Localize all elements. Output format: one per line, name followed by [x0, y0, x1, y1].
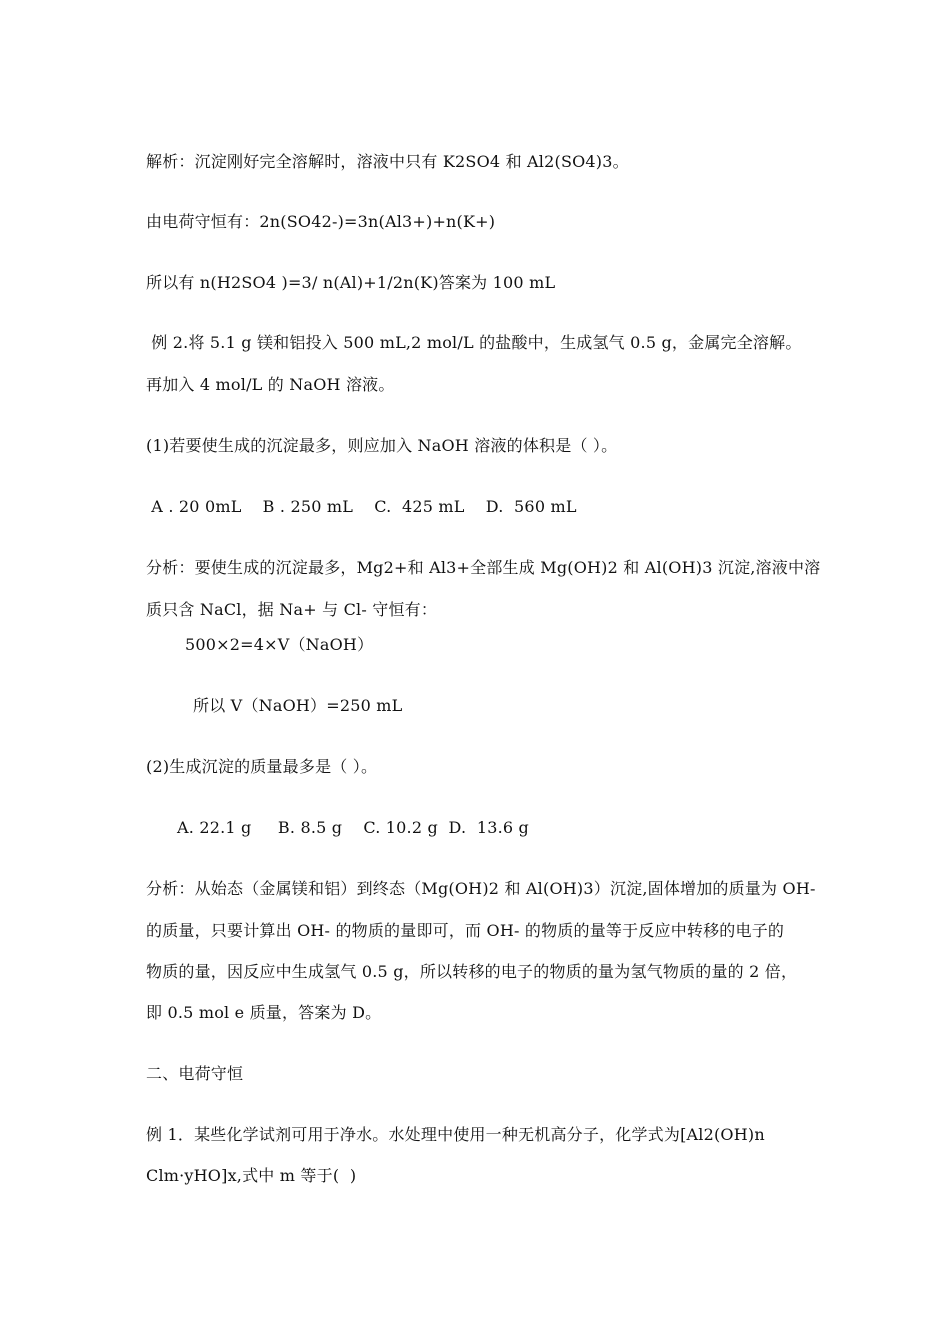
example-1-line-2: Clm·yHO]x,式中 m 等于( ) — [146, 1166, 357, 1185]
question-2-options: A. 22.1 g B. 8.5 g C. 10.2 g D. 13.6 g — [177, 818, 529, 837]
answer-line-1: 所以有 n(H2SO4 )=3/ n(Al)+1/2n(K)答案为 100 mL — [146, 273, 556, 292]
analysis-line-1: 解析：沉淀刚好完全溶解时，溶液中只有 K2SO4 和 Al2(SO4)3。 — [146, 152, 629, 171]
equation-line: 500×2=4×V（NaOH） — [185, 635, 374, 654]
question-1-options: A . 20 0mL B . 250 mL C. 425 mL D. 560 mL — [146, 497, 577, 516]
section-heading: 二、电荷守恒 — [146, 1064, 244, 1083]
question-1: (1)若要使生成的沉淀最多，则应加入 NaOH 溶液的体积是（ ）。 — [146, 436, 618, 455]
example-1-line-1: 例 1．某些化学试剂可用于净水。水处理中使用一种无机高分子，化学式为[Al2(OH)n — [146, 1125, 765, 1144]
example-2-line-2: 再加入 4 mol/L 的 NaOH 溶液。 — [146, 375, 395, 394]
analysis-2-line-1: 分析：从始态（金属镁和铝）到终态（Mg(OH)2 和 Al(OH)3）沉淀,固体增加的质量为 OH- — [146, 879, 816, 898]
analysis-2-line-3: 物质的量，因反应中生成氢气 0.5 g，所以转移的电子的物质的量为氢气物质的量的 2 倍， — [146, 962, 798, 981]
example-2-line-1: 例 2.将 5.1 g 镁和铝投入 500 mL,2 mol/L 的盐酸中，生成氢气 0.5 g，金属完全溶解。 — [146, 333, 802, 352]
analysis-2-line-2: 的质量，只要计算出 OH- 的物质的量即可，而 OH- 的物质的量等于反应中转移的电子的 — [146, 921, 785, 940]
analysis-2-line-4: 即 0.5 mol e 质量，答案为 D。 — [146, 1003, 382, 1022]
analysis-1-line-1: 分析：要使生成的沉淀最多，Mg2+和 Al3+全部生成 Mg(OH)2 和 Al(OH)3 沉淀,溶液中溶 — [146, 558, 821, 577]
question-2: (2)生成沉淀的质量最多是（ ）。 — [146, 757, 378, 776]
analysis-1-line-2: 质只含 NaCl，据 Na+ 与 Cl- 守恒有： — [146, 600, 438, 619]
charge-conservation-line: 由电荷守恒有：2n(SO42-)=3n(Al3+)+n(K+) — [146, 212, 496, 231]
result-line: 所以 V（NaOH）=250 mL — [193, 696, 403, 715]
